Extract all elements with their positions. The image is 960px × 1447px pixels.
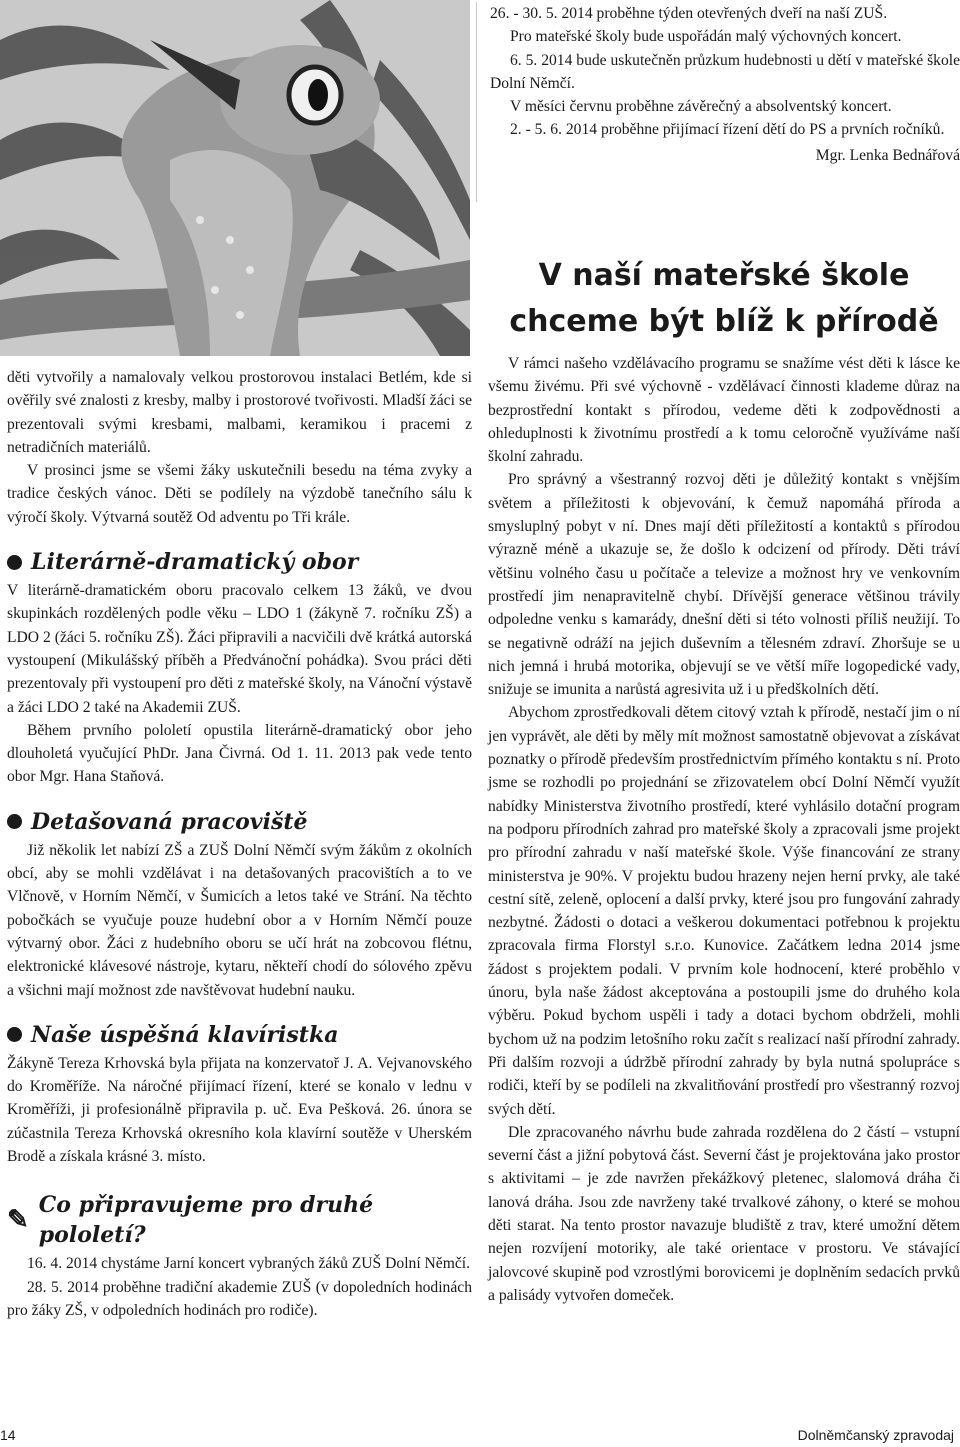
column-divider	[476, 2, 477, 202]
right-column-top	[490, 2, 960, 167]
intro-paragraph: V prosinci jsme se všemi žáky uskutečnili besedu na téma zvyky a tradice českých vánoc. Děti se podílely na výzdobě tanečního sálu k výročí školy. Výtvarná soutěž Od adventu po Tři krále.	[7, 462, 472, 526]
article-headline	[488, 253, 960, 345]
section-paragraph: 28. 5. 2014 proběhne tradiční akademie ZUŠ (v dopoledních hodinách pro žáky ZŠ, v odpoledních hodinách pro rodiče).	[7, 1278, 472, 1319]
left-column	[7, 366, 472, 1322]
section-paragraph: V literárně-dramatickém oboru pracovalo celkem 13 žáků, ve dvou skupinkách rozdělených podle věku – LDO 1 (žákyně 7. ročníku ZŠ) a LDO 2 (žáci 5. ročníku ZŠ). Žáci připravili a nacvičili dvě krátká autorská vystoupení (Mikulášský příběh a Předvánoční pohádka). Svou práci děti prezentovaly při vystoupení pro děti z mateřské školy, na Vánoční výstavě a žáci LDO 2 také na Akademii ZUŠ.	[7, 582, 472, 716]
section-paragraph: 16. 4. 2014 chystáme Jarní koncert vybraných žáků ZUŠ Dolní Němčí.	[27, 1255, 471, 1273]
section-paragraph: Žákyně Tereza Krhovská byla přijata na konzervatoř J. A. Vejvanovského do Kroměříže. Na náročné přijímací řízení, které se konalo v lednu v Kroměříži, ji profesionálně připravila p. uč. Eva Pešková. 26. února se zúčastnila Tereza Krhovská okresního kola klavírní soutěže v Uherském Brodě a získala krásné 3. místo.	[7, 1054, 472, 1166]
section-heading-pianist	[7, 1020, 472, 1050]
bullet-icon	[7, 814, 22, 829]
author-signature: Mgr. Lenka Bednářová	[815, 146, 960, 164]
article-body	[488, 352, 960, 1307]
section-paragraph: Již několik let nabízí ZŠ a ZUŠ Dolní Němčí svým žákům z okolních obcí, aby se mohli vzdělávat i na detašovaných pracovištích a to ve Vlčnově, v Horním Němčí, v Šumicích a letos také ve Strání. Na těchto pobočkách se vyučuje pouze hudební obor a v Horním Němčí pouze výtvarný obor. Žáci z hudebního oboru se učí hrát na zobcovou flétnu, elektronické klávesové nástroje, kytaru, někteří chodí do sólového zpěvu a všichni mají možnost zde navštěvovat hudební nauku.	[7, 841, 472, 999]
article-paragraph: Dle zpracovaného návrhu bude zahrada rozdělena do 2 částí – vstupní severní část a jižní pobytová část. Severní část je projektována jako prostor s aktivitami – je zde navržen překážkový pletenec, slalomová dráha či lanová dráha. Jsou zde navrženy také trvalkové záhony, o které se mohou děti starat. Na tento prostor navazuje bludiště z trav, které umožní dětem nejen rozvíjení motoriky, ale také orientace v prostoru. Ve stávající jalovcové skupině pod vzrostlými borovicemi je doplněním sedacích prvků a palisády vytvořen domeček.	[488, 1123, 960, 1304]
event-paragraph: 2. - 5. 6. 2014 proběhne přijímací řízení dětí do PS a prvních ročníků.	[510, 121, 945, 139]
bullet-icon	[7, 555, 22, 570]
event-paragraph: 26. - 30. 5. 2014 proběhne týden otevřených dveří na naší ZUŠ.	[490, 5, 888, 22]
article-paragraph: V rámci našeho vzdělávacího programu se snažíme vést děti k lásce ke všemu živému. Při své výchovně - vzdělávací činnosti klademe důraz na bezprostřední kontakt s přírodou, vedeme děti k zodpovědnosti a ohleduplnosti k životnímu prostředí a k tomu celoročně využíváme naší školní zahradu.	[488, 355, 960, 466]
article-headline-line1: V naší mateřské škole	[538, 258, 910, 293]
section-paragraph: Během prvního pololetí opustila literárně-dramatický obor jeho dlouholetá vyučující PhDr. Jana Čivrná. Od 1. 11. 2013 pak vede tento obor Mgr. Hana Staňová.	[7, 721, 472, 786]
section-title: Detašovaná pracoviště	[31, 808, 308, 835]
bird-painting-image	[0, 0, 470, 356]
bullet-icon	[7, 1027, 22, 1042]
section-heading-literary-drama	[7, 547, 472, 577]
article-paragraph: Abychom zprostředkovali dětem citový vztah k přírodě, nestačí jim o ní jen vyprávět, ale děti by měly mít možnost samostatně objevovat a získávat poznatky o přírodě především prostřednictvím přímého kontaktu s ní. Proto jsme se rozhodli po projednání se zřizovatelem obcí Dolní Němčí využít nabídky Ministerstva životního prostředí, které vyhlásilo dotační program na podporu přírodních zahrad pro mateřské školy a zpracovali jsme projekt pro přírodní zahradu v naší mateřské škole. Výše financování ze strany ministerstva je 90%. V projektu budou hrazeny nejen herní prvky, ale také cestní sítě, zeleně, oplocení a další prvky, které jsou pro fungování zahrady nezbytné. Žádosti o dotaci a veškerou dokumentaci potřebnou k projektu zpracovala firma Florstyl s.r.o. Kunovice. Začátkem ledna 2014 jsme žádost s projektem podali. V prvním kole hodnocení, které proběhlo v únoru, byla naše žádost akceptována a postoupili jsme do druhého kola výběru. Pokud bychom uspěli i tady a dotaci bychom obdrželi, mohli bychom už na podzim letošního roku začít s realizací naší přírodní zahrady. Při dalším rozvoji a údržbě přírodní zahrady by byla nutná spolupráce s rodiči, kteří by se podíleli na zkvalitňování prostředí pro všestranný rozvoj svých dětí.	[488, 704, 960, 1118]
event-paragraph: V měsíci červnu proběhne závěrečný a absolventský koncert.	[510, 98, 892, 116]
event-paragraph: 6. 5. 2014 bude uskutečněn průzkum hudebnosti u dětí v mateřské škole Dolní Němčí.	[490, 51, 960, 92]
section-title: Naše úspěšná klavíristka	[31, 1021, 339, 1048]
section-title: Co připravujeme pro druhé pololetí?	[38, 1192, 374, 1249]
intro-paragraph: děti vytvořily a namalovaly velkou prostorovou instalaci Betlém, kde si ověřily své znalosti z kresby, malby i prostorové tvořivosti. Mladší žáci se prezentovali svými kresbami, malbami, keramikou i pracemi z netradičních materiálů.	[7, 369, 472, 456]
event-paragraph: Pro mateřské školy bude uspořádán malý výchovných koncert.	[510, 28, 902, 46]
publication-name: Dolněmčanský zpravodaj	[797, 1427, 954, 1443]
page-number: 14	[0, 1427, 16, 1443]
article-paragraph: Pro správný a všestranný rozvoj děti je důležitý kontakt s vnějším světem a příležitosti k objevování, k čemuž napomáhá příroda a smysluplný pobyt v ní. Dnes mají děti příležitostí a kontaktů s přírodou výrazně méně a ukazuje se, že došlo k odcizení od přírody. Děti tráví většinu volného času u počítače a televize a možnost hry ve venkovním prostředí jim nenapravitelně chybí. Dřívější generace většinou trávily odpoledne venku s kamarády, dnešní děti si této volnosti příliš neužijí. To se negativně odráží na jejich duševním a tělesném zdraví. Zhoršuje se u nich jemná i hrubá motorika, objevují se ve větší míře logopedické vady, snižuje se imunita a narůstá agresivita už i u předškolních dětí.	[488, 471, 960, 699]
section-heading-second-half	[7, 1190, 472, 1250]
section-heading-branches	[7, 807, 472, 837]
article-headline-line2: chceme být blíž k přírodě	[509, 304, 939, 339]
pencil-icon: ✎	[7, 1205, 29, 1236]
section-title: Literárně-dramatický obor	[31, 549, 359, 576]
